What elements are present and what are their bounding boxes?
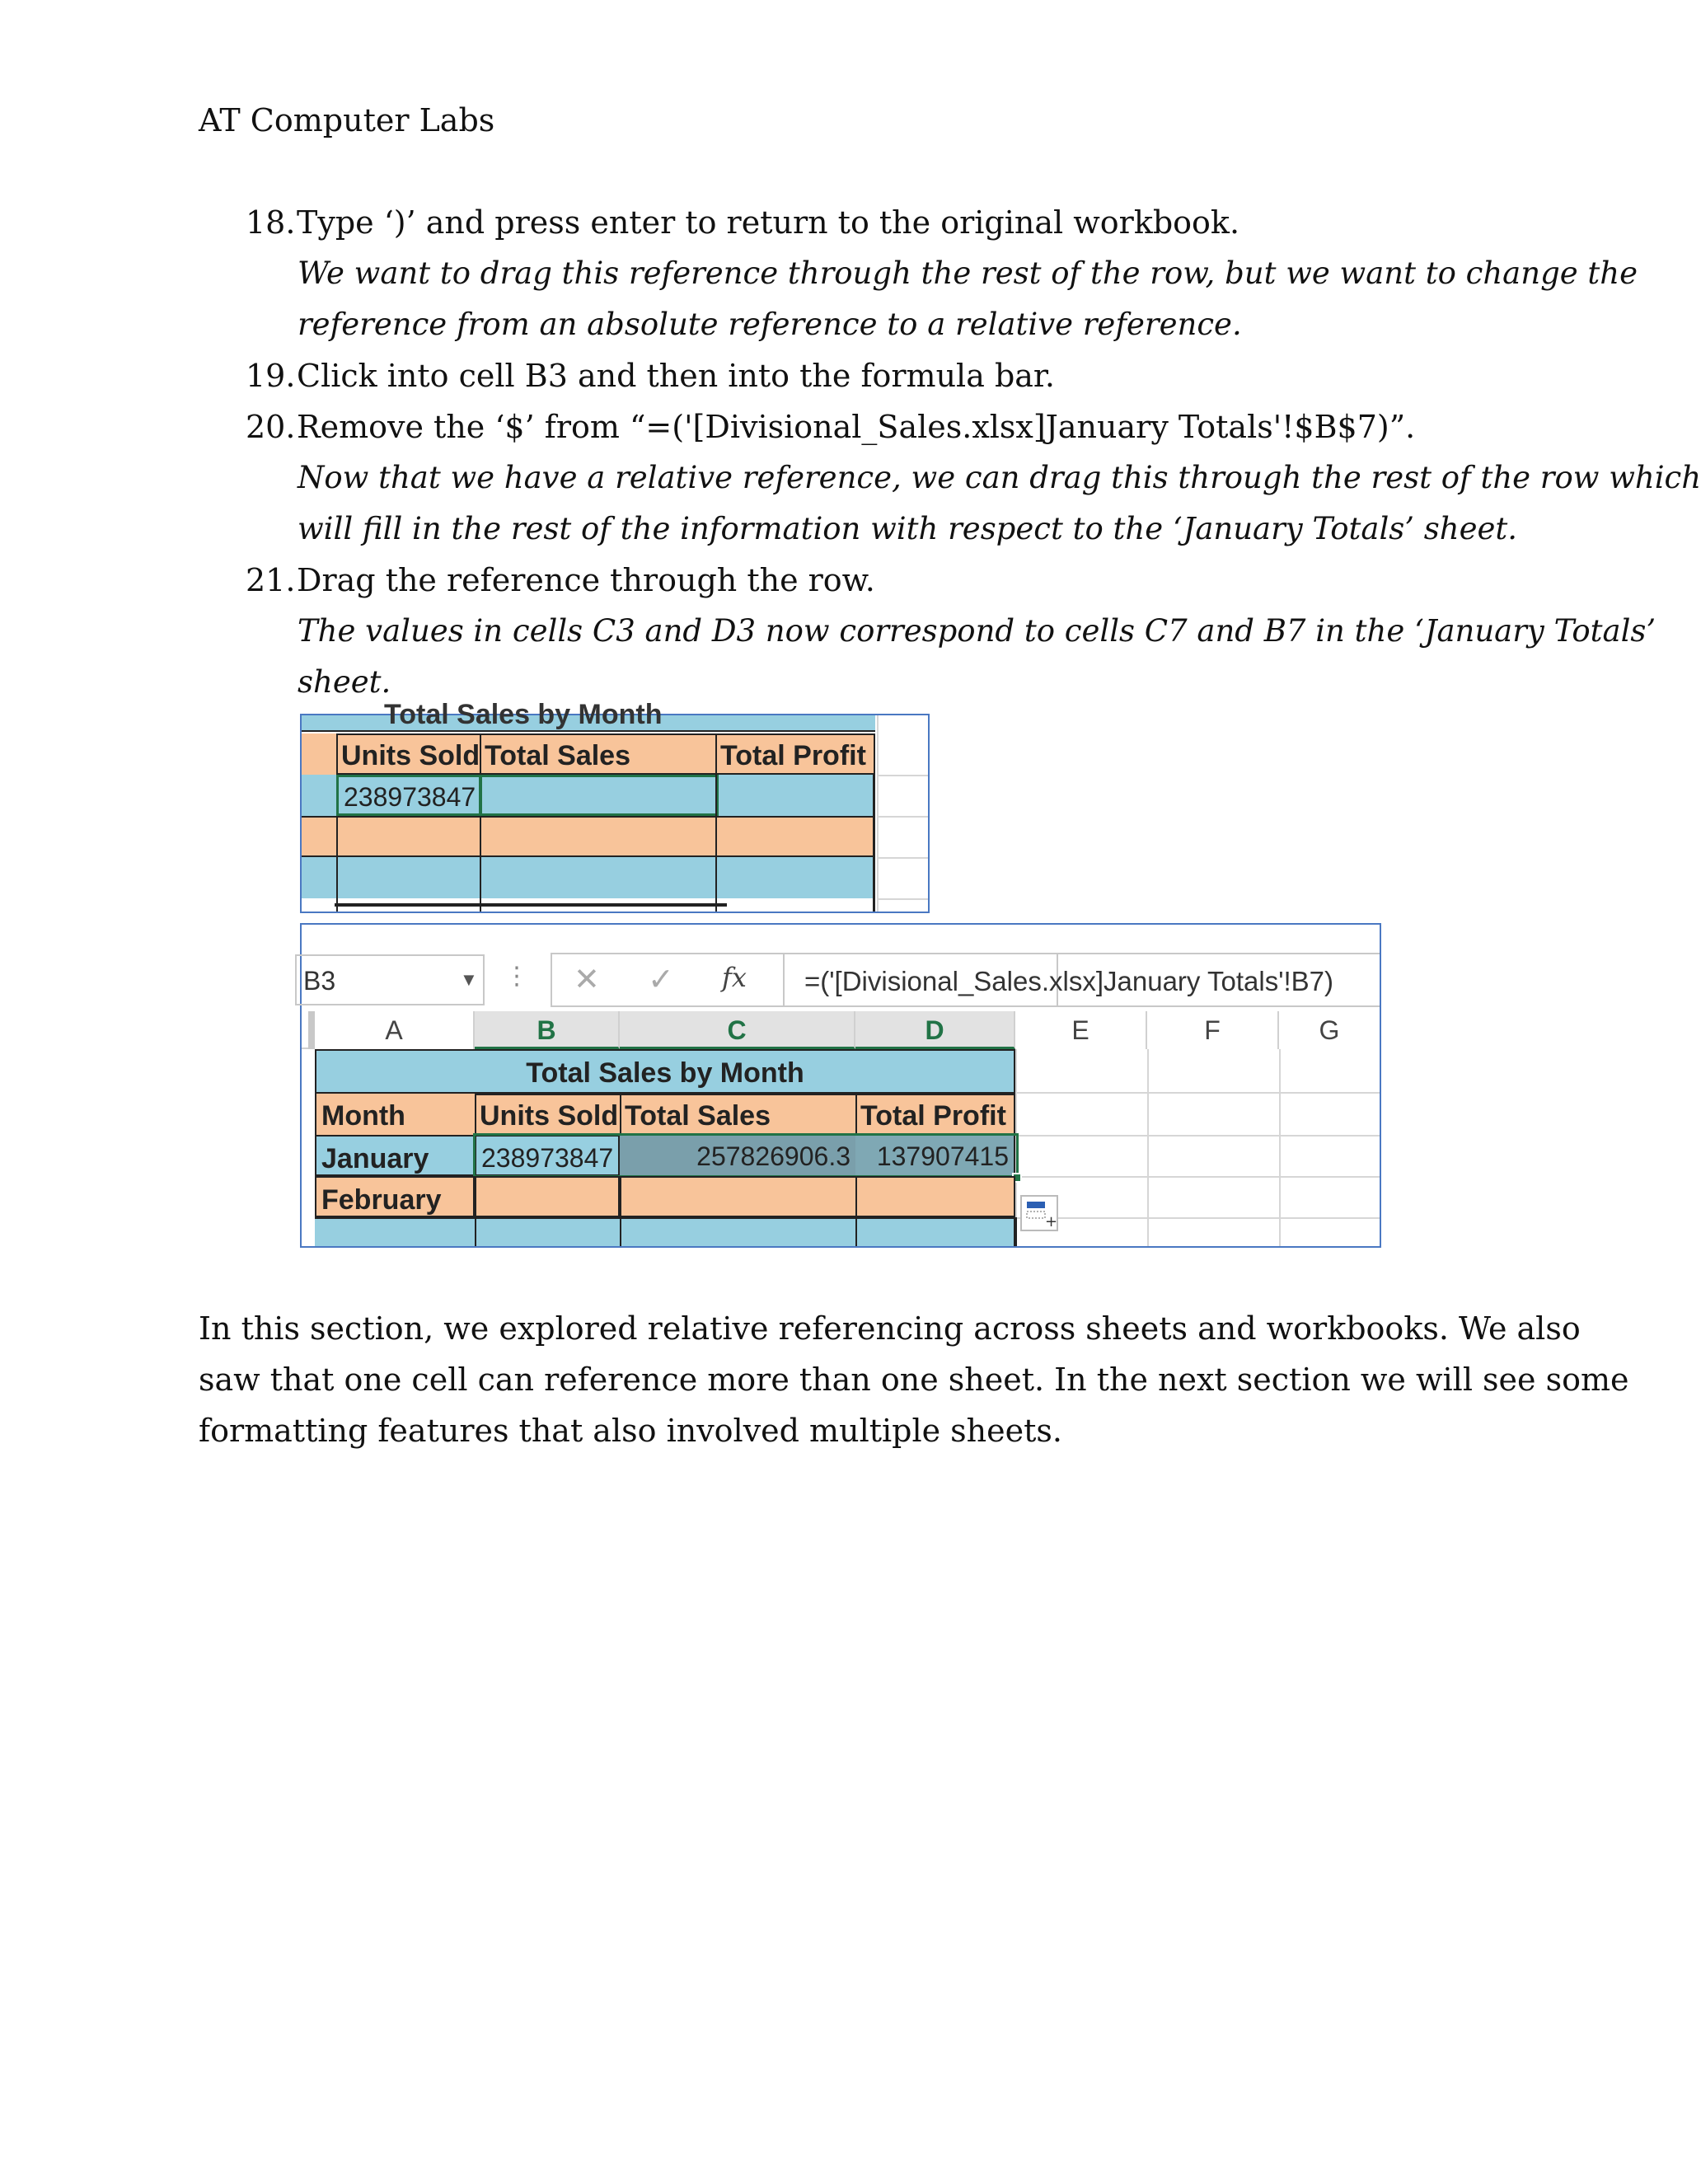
column-header-c[interactable]: C [620,1011,855,1049]
selection-outline [473,1133,1019,1178]
border [1014,1217,1017,1246]
step-note: reference from an absolute reference to a relative reference. [298,307,1242,342]
gridline [1015,1176,1380,1178]
cell-c3[interactable]: 257826906.3 [620,1135,857,1176]
table-title: Total Sales by Month [315,1049,1015,1094]
gridline [877,857,928,859]
step-text: Remove the ‘$’ from “=('[Divisional_Sales.xlsx]January Totals'!$B$7)”. [297,409,1416,445]
step-number: 21. [246,562,296,598]
cell-b3-editing[interactable]: 238973847 [336,775,481,816]
cell[interactable] [475,1176,620,1217]
gridline [1015,1135,1380,1137]
page-header: AT Computer Labs [199,102,495,138]
excel-screenshot-partial [300,699,930,913]
step-text: Click into cell B3 and then into the formula bar. [297,358,1055,394]
column-header-e[interactable]: E [1015,1011,1147,1049]
select-all-corner[interactable] [308,1011,315,1049]
step-21 [246,562,875,598]
chevron-down-icon[interactable]: ▼ [460,969,478,990]
step-number: 18. [246,204,296,241]
cell-a-header [302,733,336,775]
row-edge [335,903,727,907]
step-text: Type ‘)’ and press enter to return to the original workbook. [297,204,1240,241]
step-number: 20. [246,409,296,445]
header-month: Month [315,1094,475,1135]
border [475,1217,476,1246]
step-19 [246,358,1055,394]
column-header-f[interactable]: F [1147,1011,1279,1049]
header-units-sold: Units Sold [336,733,481,775]
header-units-sold: Units Sold [475,1094,621,1135]
gridline [877,775,928,776]
step-note: will fill in the rest of the information with respect to the ‘January Totals’ sheet. [298,511,1518,546]
cell-month-january[interactable]: January [315,1135,475,1176]
gridline [877,816,928,818]
more-options-icon[interactable]: ⋮ [504,963,529,990]
step-18 [246,204,1239,241]
summary-line: formatting features that also involved multiple sheets. [199,1413,1062,1449]
svg-text:+: + [1045,1213,1058,1230]
cancel-icon[interactable]: ✕ [574,963,600,997]
column-header-d[interactable]: D [855,1011,1015,1049]
cell-b3[interactable]: 238973847 [475,1135,620,1176]
name-box[interactable]: B3 [295,954,485,1005]
cell[interactable] [715,816,875,857]
table-title-partial: Total Sales by Month [384,699,663,730]
column-header-g[interactable]: G [1279,1011,1380,1049]
cell[interactable] [855,1176,1015,1217]
gridline [877,715,879,912]
border [855,1217,857,1246]
summary-line: saw that one cell can reference more than one sheet. In the next section we will see some [199,1361,1629,1398]
step-text: Drag the reference through the row. [297,562,875,598]
cell-month-february[interactable]: February [315,1176,475,1217]
insert-function-icon[interactable]: fx [722,962,747,993]
header-total-sales: Total Sales [620,1094,857,1135]
header-total-profit: Total Profit [715,733,875,775]
table-title-cut [302,699,875,732]
border [620,1217,621,1246]
gridline [1015,1092,1380,1094]
step-note: The values in cells C3 and D3 now correspond to cells C7 and B7 in the ‘January Totals’ [298,613,1656,649]
formula-input[interactable]: =('[Divisional_Sales.xlsx]January Totals'!B7) [783,953,1380,1007]
cell-d3[interactable] [715,775,875,816]
header-total-profit: Total Profit [855,1094,1015,1135]
column-header-a[interactable]: A [315,1011,475,1049]
row-partial [315,1217,1015,1246]
auto-fill-glyph [1022,1197,1057,1230]
excel-screenshot-formula-bar [300,923,1381,1248]
header-total-sales: Total Sales [480,733,717,775]
step-number: 19. [246,358,296,394]
auto-fill-options-icon[interactable] [1020,1195,1058,1231]
column-header-b[interactable]: B [475,1011,620,1049]
step-note: sheet. [298,664,391,700]
cell[interactable] [620,1176,857,1217]
step-20 [246,409,1415,445]
step-note: We want to drag this reference through the rest of the row, but we want to change the [298,255,1638,291]
cell[interactable] [715,857,875,912]
enter-check-icon[interactable]: ✓ [648,963,674,997]
gridline [1015,1217,1380,1219]
cell-d3[interactable]: 137907415 [855,1135,1015,1176]
gridline [877,898,928,900]
summary-line: In this section, we explored relative referencing across sheets and workbooks. We also [199,1310,1581,1347]
cell[interactable] [480,816,717,857]
cell-c3[interactable] [480,775,719,816]
step-note: Now that we have a relative reference, we can drag this through the rest of the row which [298,460,1701,495]
cell[interactable] [336,816,481,857]
